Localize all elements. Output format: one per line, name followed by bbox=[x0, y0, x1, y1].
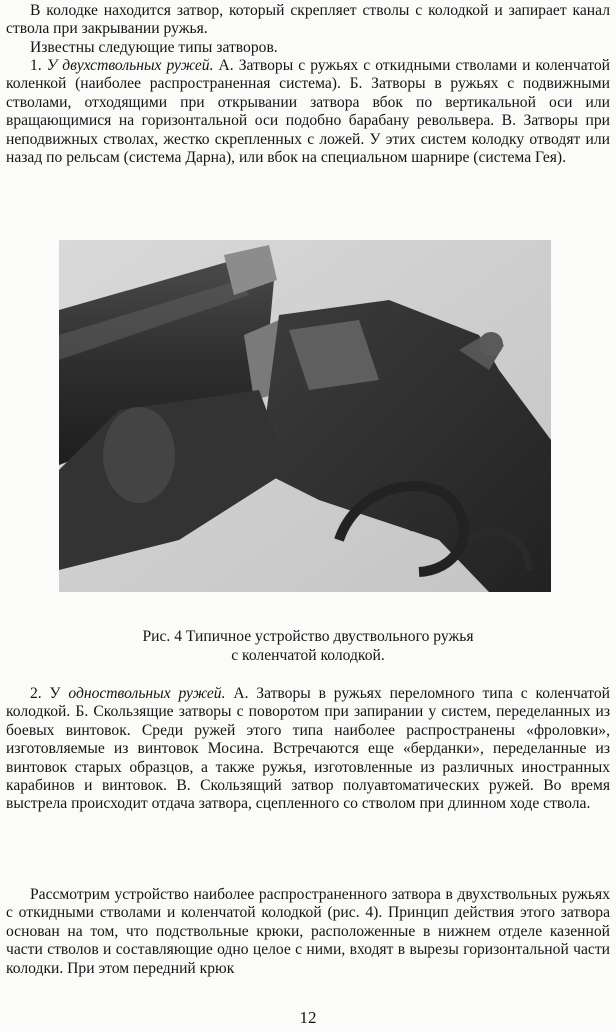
paragraph-construction: Рассмотрим устройство наиболее распространенного затвора в двухствольных ружьях с откидными стволами и коленчатой колодкой (рис. 4). Принцип действия этого затвора основан на том, что подствольные крюки, расположенные в нижнем отделе казенной части стволов и составляющие одно целое с ними, входят в вырезы горизонтальной части колодки. При этом передний крюк bbox=[6, 886, 610, 977]
paragraph-single-barrel: 2. У одноствольных ружей. А. Затворы в ружьях переломного типа с коленчатой колодкой. Б. Скользящие затворы с поворотом при запирании у систем, переделанных из боевых винтовок. Среди ружей этого типа наиболее распространены «фроловки», изготовляемые из винтовок Мосина. Встречаются еще «берданки», переделанные из винтовок старых образцов, а также ружья, изготовленные из различных иностранных карабинов и винтовок. В. Скользящий затвор полуавтоматических ружей. Во время выстрела происходит отдача затвора, сцепленного со стволом при длинном ходе ствола. bbox=[6, 685, 610, 813]
paragraph-intro: В колодке находится затвор, который скрепляет стволы с колодкой и запирает канал ствола при закрывании ружья. bbox=[6, 2, 610, 38]
caption-line-1: Рис. 4 Типичное устройство двуствольного ружья bbox=[142, 628, 474, 645]
figure-photo-shotgun-action bbox=[59, 240, 551, 592]
caption-line-2: с коленчатой колодкой. bbox=[231, 647, 385, 664]
paragraph-double-barrel: 1. У двухствольных ружей. А. Затворы с ружьях с откидными стволами и коленчатой коленкой (наиболее распространенная система). Б. Затворы в ружьях с подвижными стволами, отходящими при открывании затвора вбок по вертикальной оси или вращающимися на горизонтальной оси подобно барабану револьвера. В. Затворы при неподвижных стволах, жестко скрепленных с ложей. У этих систем колодку отводят или назад по рельсам (система Дарна), или вбок на специальном шарнире (система Гея). bbox=[6, 57, 610, 167]
figure-caption bbox=[40, 627, 576, 665]
page-number: 12 bbox=[299, 1008, 317, 1027]
paragraph-types: Известны следующие типы затворов. bbox=[30, 39, 278, 56]
